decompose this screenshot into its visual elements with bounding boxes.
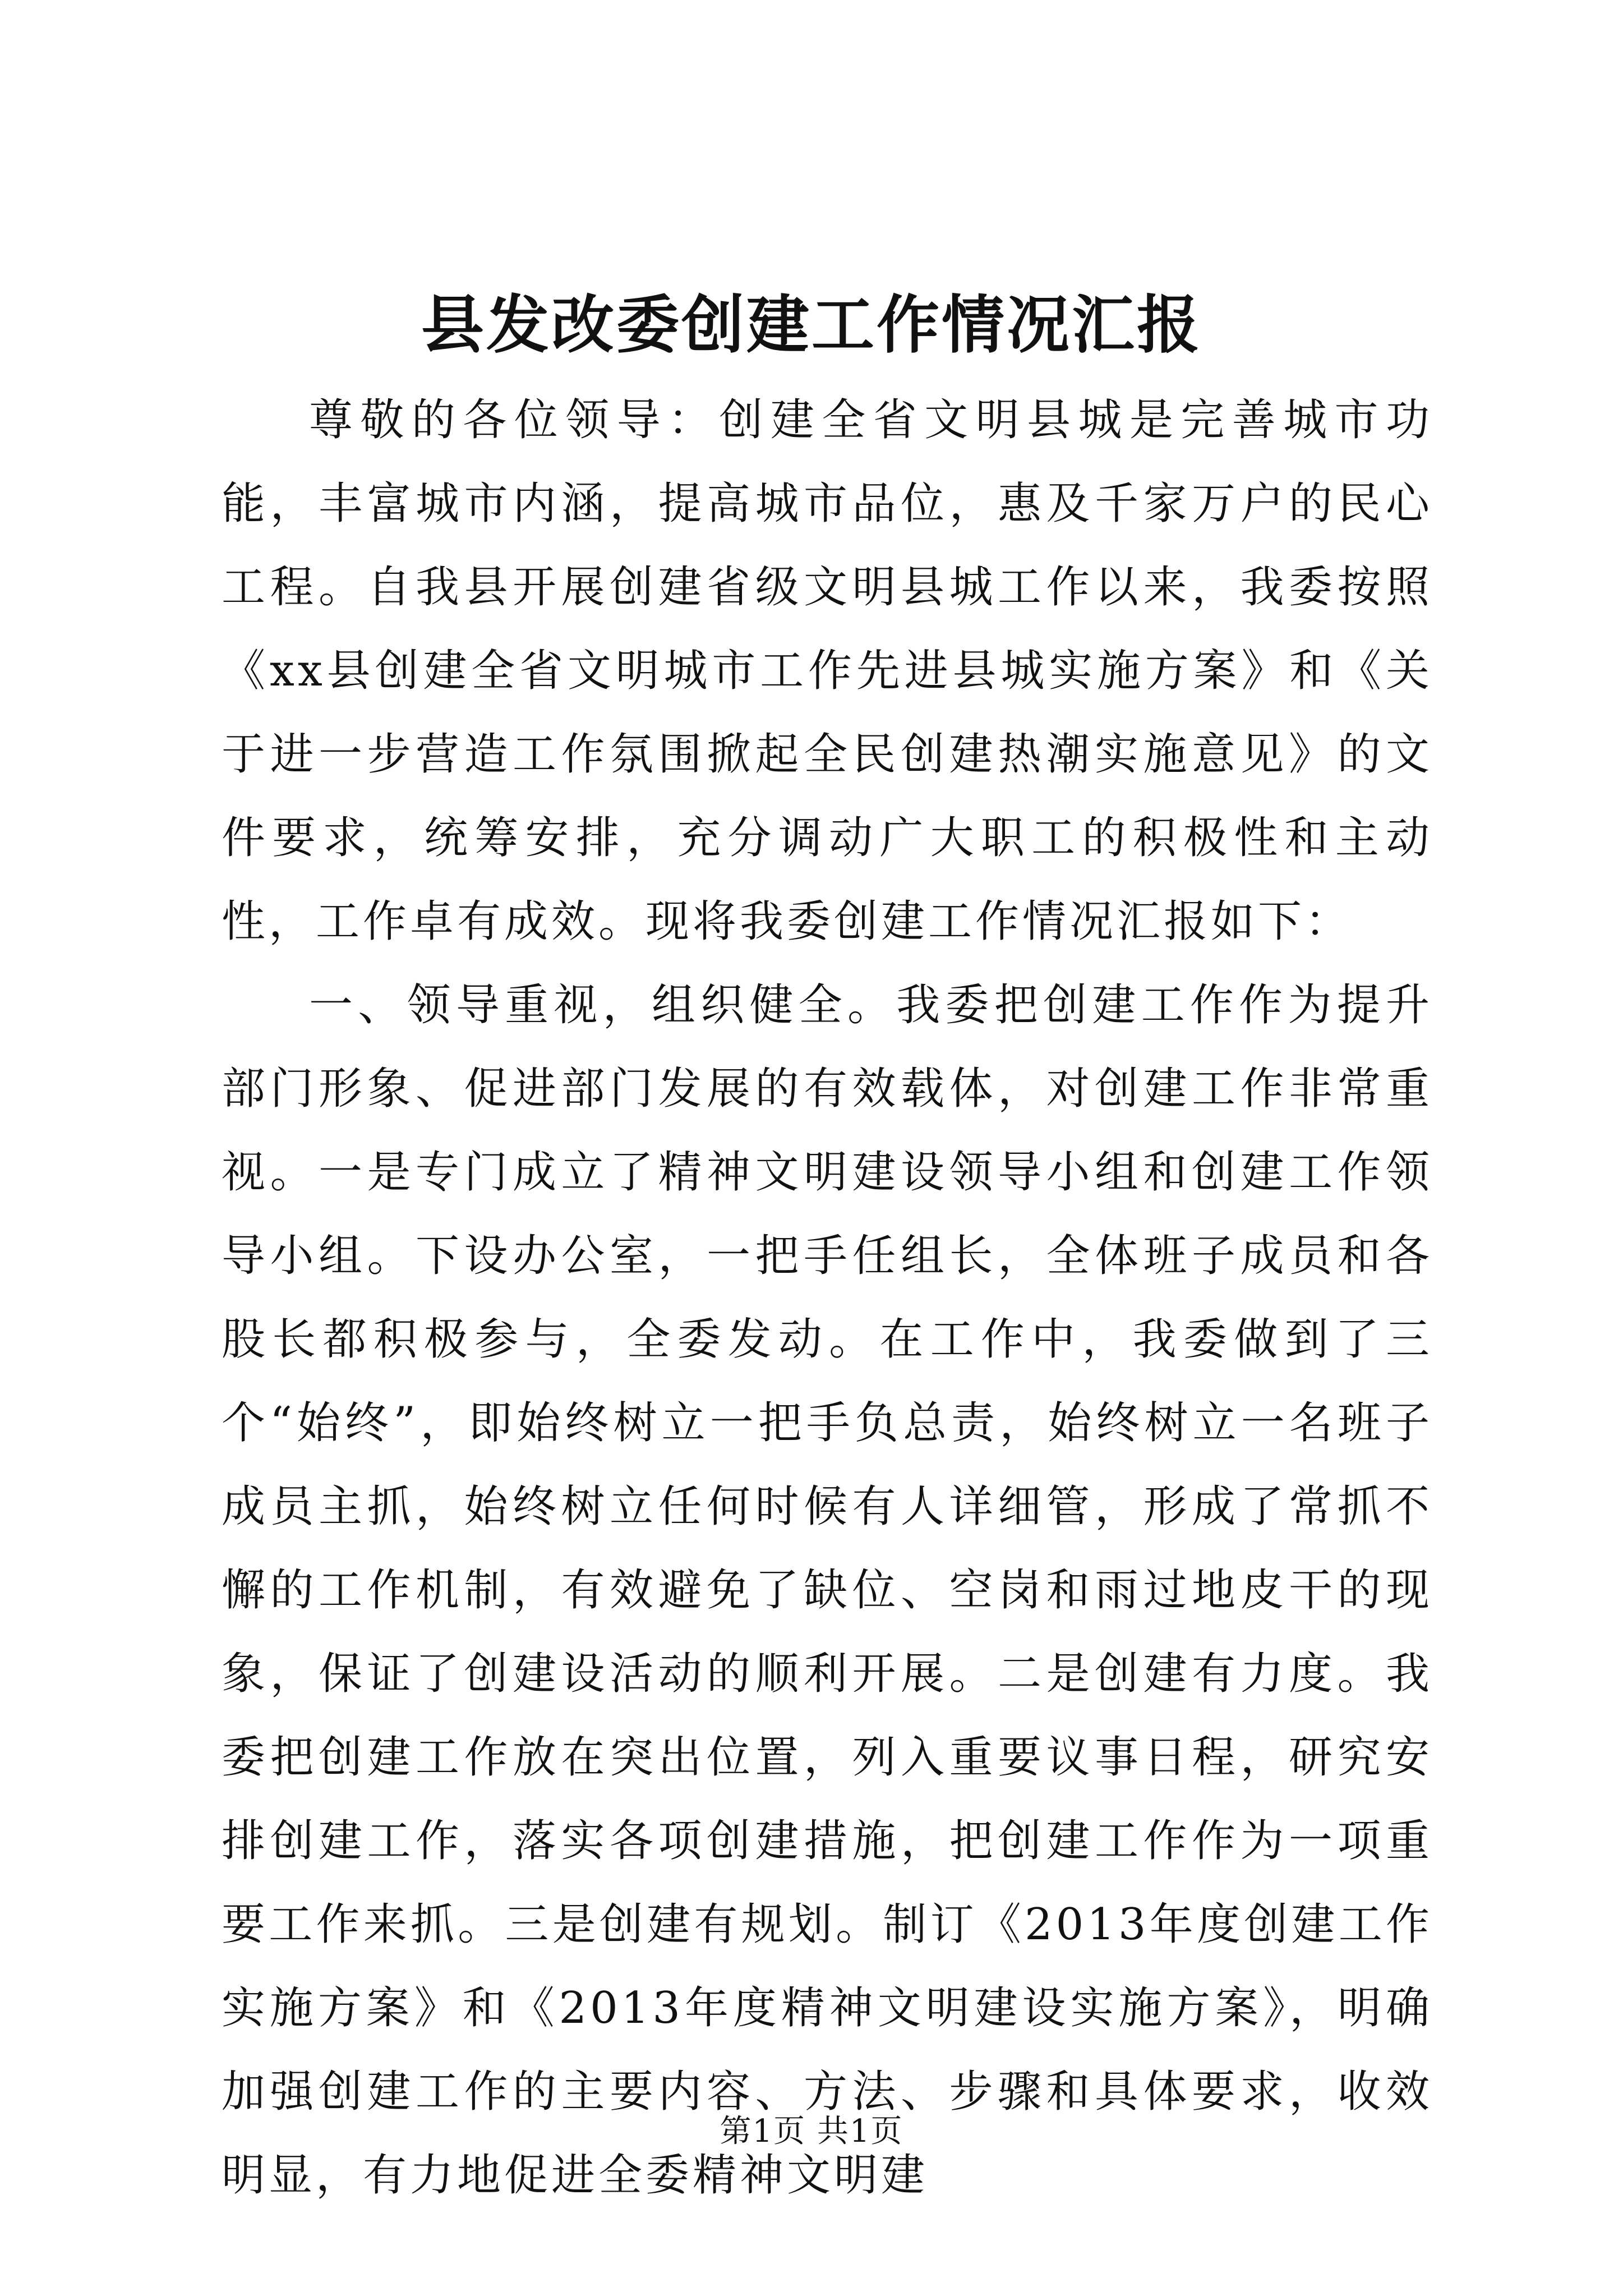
paragraph-section-one: 一、领导重视，组织健全。我委把创建工作作为提升部门形象、促进部门发展的有效载体，对创建工作非常重视。一是专门成立了精神文明建设领导小组和创建工作领导小组。下设办公室，一把手任组长，全体班子成员和各股长都积极参与，全委发动。在工作中，我委做到了三个“始终”，即始终树立一把手负总责，始终树立一名班子成员主抓，始终树立任何时候有人详细管，形成了常抓不懈的工作机制，有效避免了缺位、空岗和雨过地皮干的现象，保证了创建设活动的顺利开展。二是创建有力度。我委把创建工作放在突出位置，列入重要议事日程，研究安排创建工作，落实各项创建措施，把创建工作作为一项重要工作来抓。三是创建有规划。制订《2013年度创建工作实施方案》和《2013年度精神文明建设实施方案》，明确加强创建工作的主要内容、方法、步骤和具体要求，收效明显，有力地促进全委精神文明建	[222, 980, 1433, 2201]
document-body	[222, 379, 1433, 2217]
paragraph-intro: 尊敬的各位领导：创建全省文明县城是完善城市功能，丰富城市内涵，提高城市品位，惠及千家万户的民心工程。自我县开展创建省级文明县城工作以来，我委按照《xx县创建全省文明城市工作先进县城实施方案》和《关于进一步营造工作氛围掀起全民创建热潮实施意见》的文件要求，统筹安排，充分调动广大职工的积极性和主动性，工作卓有成效。现将我委创建工作情况汇报如下：	[222, 395, 1433, 947]
page-number-footer: 第1页 共1页	[720, 2113, 903, 2150]
document-title: 县发改委创建工作情况汇报	[421, 288, 1202, 362]
